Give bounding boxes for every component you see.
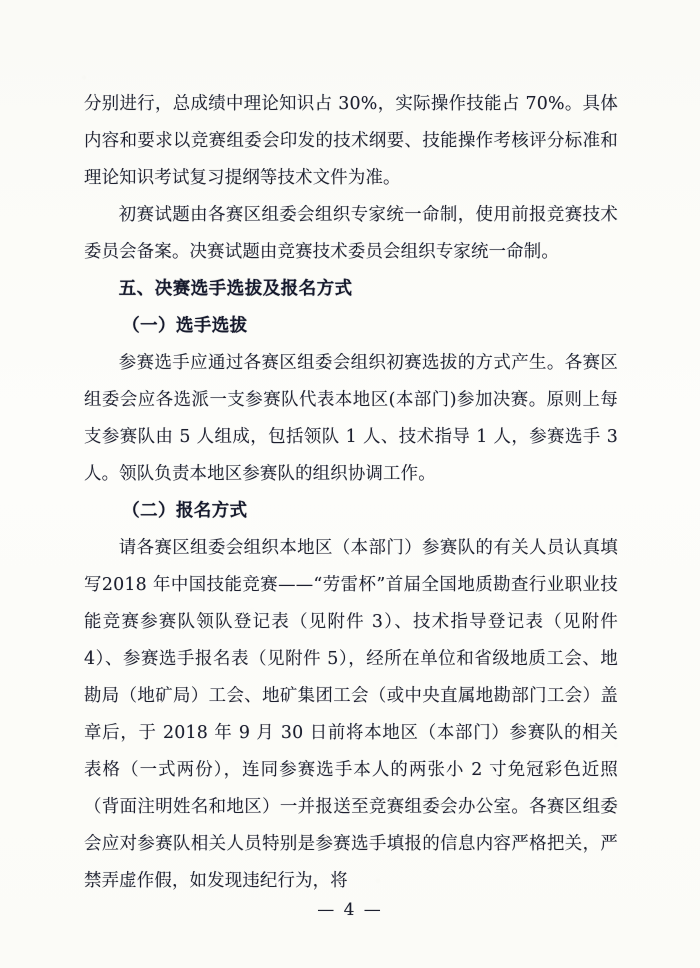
paragraph-registration: 请各赛区组委会组织本地区（本部门）参赛队的有关人员认真填写2018 年中国技能竞赛——“劳雷杯”首届全国地质勘查行业职业技能竞赛参赛队领队登记表（见附件 3）、技术指导登记表（见附件 4）、参赛选手报名表（见附件 5），经所在单位和省级地质工会、地勘局（地矿局）工会、地矿集团工会（或中央直属地勘部门工会）盖章后，于 2018 年 9 月 30 日前将本地区（本部门）参赛队的相关表格（一式两份），连同参赛选手本人的两张小 2 寸免冠彩色近照（背面注明姓名和地区）一并报送至竞赛组委会办公室。各赛区组委会应对参赛队相关人员特别是参赛选手填报的信息内容严格把关，严禁弄虚作假，如发现违纪行为，将 (84, 538, 618, 891)
heading-section-five: 五、决赛选手选拔及报名方式 (118, 279, 353, 299)
page-footer (0, 900, 700, 920)
paragraph-exam-content: 分别进行，总成绩中理论知识占 30%，实际操作技能占 70%。具体内容和要求以竞赛组委会印发的技术纲要、技能操作考核评分标准和理论知识考试复习提纲等技术文件为准。 (84, 94, 618, 188)
subheading-registration: （二）报名方式 (122, 501, 248, 521)
page-number: — 4 — (317, 900, 383, 920)
subheading-player-selection: （一）选手选拔 (122, 316, 248, 336)
paragraph-player-selection: 参赛选手应通过各赛区组委会组织初赛选拔的方式产生。各赛区组委会应各选派一支参赛队代表本地区(本部门)参加决赛。原则上每支参赛队由 5 人组成，包括领队 1 人、技术指导 1 人，参赛选手 3 人。领队负责本地区参赛队的组织协调工作。 (84, 353, 618, 484)
document-body (84, 86, 616, 900)
paragraph-exam-questions: 初赛试题由各赛区组委会组织专家统一命制，使用前报竞赛技术委员会备案。决赛试题由竞赛技术委员会组织专家统一命制。 (84, 205, 618, 262)
